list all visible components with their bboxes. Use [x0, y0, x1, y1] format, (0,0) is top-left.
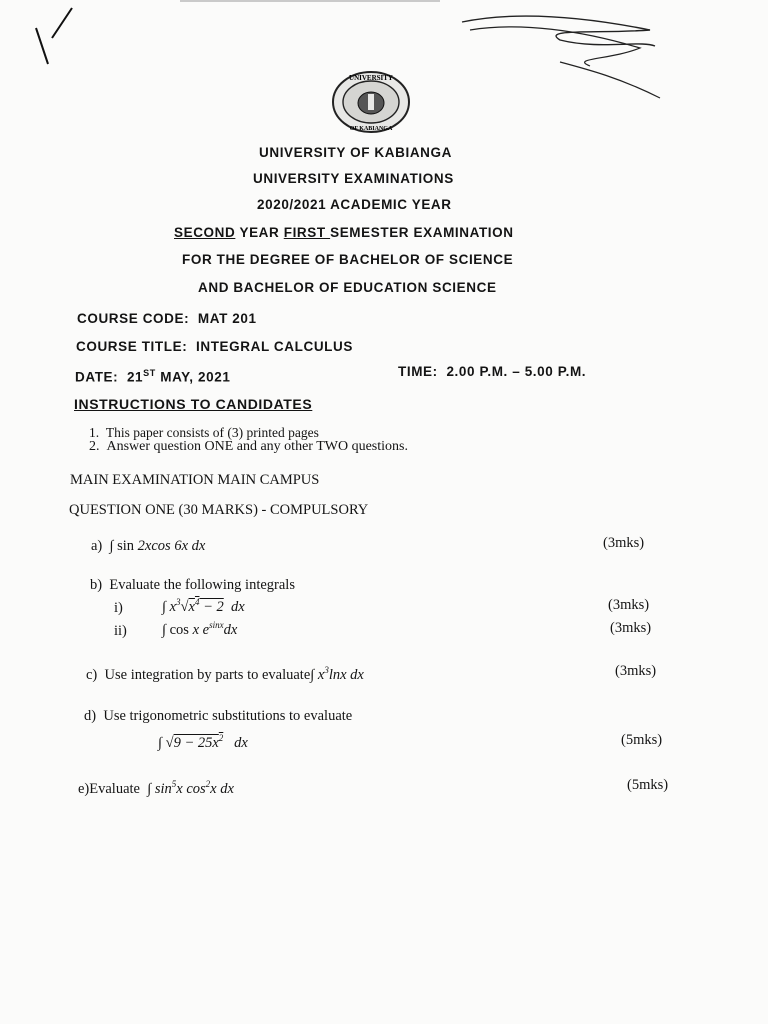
question-b-ii-label: ii) [114, 623, 127, 639]
time-label: TIME: [398, 364, 438, 379]
question-b [90, 577, 295, 594]
degree-line-2: AND BACHELOR OF EDUCATION SCIENCE [198, 280, 497, 295]
question-b-i-label: i) [114, 600, 123, 616]
exam-date [75, 368, 230, 385]
instruction-num: 1. [89, 425, 100, 440]
question-d-text: Use trigonometric substitutions to evaluate [103, 708, 353, 724]
question-c [86, 665, 364, 684]
marks-e: (5mks) [627, 777, 669, 793]
marks-b-ii: (3mks) [610, 620, 652, 636]
time-value: 2.00 P.M. – 5.00 P.M. [446, 364, 587, 379]
question-b-label: b) [90, 577, 103, 593]
date-rest: MAY, 2021 [155, 369, 231, 385]
course-code [77, 311, 257, 326]
logo-text-bottom: OF KABIANGA [349, 126, 393, 132]
campus-label: MAIN EXAMINATION MAIN CAMPUS [70, 472, 320, 488]
semester-first: FIRST [283, 225, 331, 240]
integral-c: ∫ $x^3\ln x$ dx [310, 665, 364, 683]
question-e [78, 779, 234, 798]
university-logo [331, 70, 411, 134]
question-a-label: a) [91, 538, 103, 554]
academic-year: 2020/2021 ACADEMIC YEAR [257, 197, 452, 212]
instructions-heading: INSTRUCTIONS TO CANDIDATES [74, 396, 313, 412]
integral-a: ∫ sin 2xcos 6x dx [109, 538, 206, 554]
integral-e: ∫ $\sin^5x$ $\cos^2x$ dx [147, 779, 234, 797]
exam-time [398, 364, 586, 379]
exam-type: UNIVERSITY EXAMINATIONS [253, 171, 454, 186]
semester-exam: SEMESTER EXAMINATION [330, 225, 514, 240]
date-label: DATE: [75, 369, 119, 385]
question-a [91, 538, 205, 555]
instruction-num: 2. [89, 439, 100, 454]
semester-year: YEAR [235, 225, 284, 240]
question-one-heading: QUESTION ONE (30 MARKS) - COMPULSORY [69, 502, 369, 518]
instruction-item [89, 439, 408, 455]
marks-c: (3mks) [615, 663, 657, 679]
integral-d: ∫ $√9 - 25x^2$ dx [158, 733, 248, 751]
logo-text-top: UNIVERSITY [349, 74, 393, 82]
degree-line-1: FOR THE DEGREE OF BACHELOR OF SCIENCE [182, 252, 514, 267]
question-b-text: Evaluate the following integrals [109, 577, 295, 593]
integral-b-i: ∫ $x^3√x^4 - 2$ dx [162, 597, 245, 615]
question-e-label: e) [78, 780, 90, 797]
semester-second: SECOND [174, 225, 236, 240]
date-suffix: ST [143, 368, 156, 378]
course-title [76, 339, 353, 354]
date-day: 21 [126, 369, 144, 385]
question-c-label: c) [86, 666, 98, 683]
question-d-label: d) [84, 708, 97, 724]
course-title-value: INTEGRAL CALCULUS [196, 339, 353, 354]
question-c-text: Use integration by parts to evaluate [104, 666, 311, 683]
integral-b-ii: ∫ cos x $e^{sinx}dx$ [162, 620, 238, 638]
marks-a: (3mks) [603, 535, 645, 551]
university-name: UNIVERSITY OF KABIANGA [259, 145, 452, 160]
marks-d: (5mks) [621, 732, 663, 748]
marks-b-i: (3mks) [608, 597, 650, 613]
instruction-text: This paper consists of (3) printed pages [105, 425, 319, 440]
instruction-text: Answer question ONE and any other TWO questions. [106, 439, 408, 454]
course-code-label: COURSE CODE: [77, 311, 190, 326]
semester-line [174, 225, 514, 240]
course-title-label: COURSE TITLE: [76, 339, 188, 354]
question-d [84, 708, 352, 725]
course-code-value: MAT 201 [197, 311, 257, 326]
question-e-text: Evaluate [89, 780, 140, 797]
